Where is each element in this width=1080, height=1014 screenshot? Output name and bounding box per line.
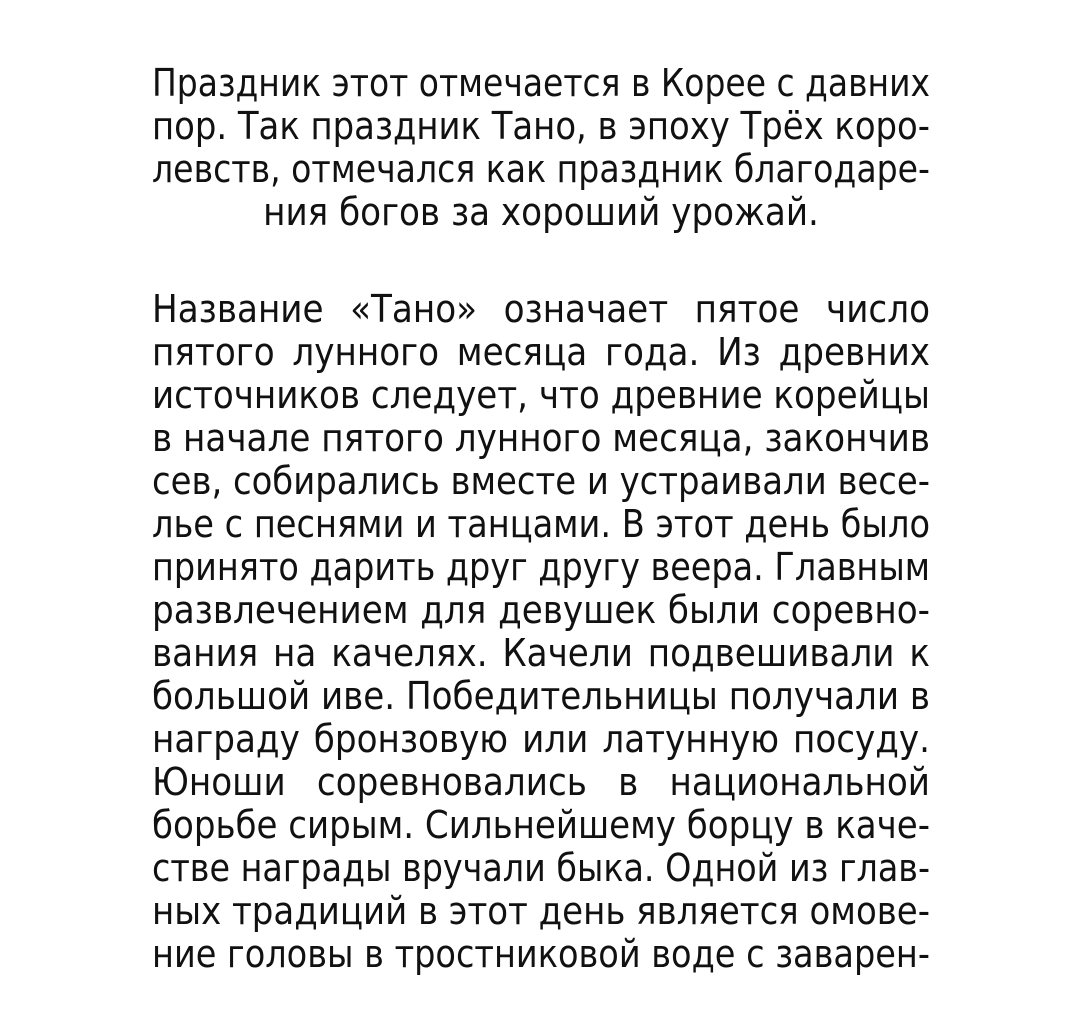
- text-line: стве награды вручали быка. Одной из глав-: [152, 847, 930, 890]
- text-line: в начале пятого лунного месяца, закончив: [152, 417, 930, 460]
- text-line: лье с песнями и танцами. В этот день было: [152, 503, 930, 546]
- text-line: источников следует, что древние корейцы: [152, 374, 930, 417]
- body-paragraph: [152, 288, 930, 976]
- text-line: ние головы в тростниковой воде с заварен-: [152, 933, 930, 976]
- text-line: сев, собирались вместе и устраивали весе-: [152, 460, 930, 503]
- text-line: левств, отмечался как праздник благодаре-: [152, 148, 930, 191]
- text-line: Праздник этот отмечается в Корее с давних: [152, 62, 930, 105]
- text-line: Название «Тано» означает пятое число: [152, 288, 930, 331]
- text-line: пор. Так праздник Тано, в эпоху Трёх коро-: [152, 105, 930, 148]
- intro-paragraph: [152, 62, 930, 234]
- text-line: награду бронзовую или латунную посуду.: [152, 718, 930, 761]
- text-line: борьбе сирым. Сильнейшему борцу в каче-: [152, 804, 930, 847]
- text-line: ных традиций в этот день является омове-: [152, 890, 930, 933]
- text-line: вания на качелях. Качели подвешивали к: [152, 632, 930, 675]
- text-line: ния богов за хороший урожай.: [263, 191, 819, 234]
- text-line: большой иве. Победительницы получали в: [152, 675, 930, 718]
- text-line: развлечением для девушек были соревно-: [152, 589, 930, 632]
- text-line: Юноши соревновались в национальной: [152, 761, 930, 804]
- text-line: принято дарить друг другу веера. Главным: [152, 546, 930, 589]
- text-line: пятого лунного месяца года. Из древних: [152, 331, 930, 374]
